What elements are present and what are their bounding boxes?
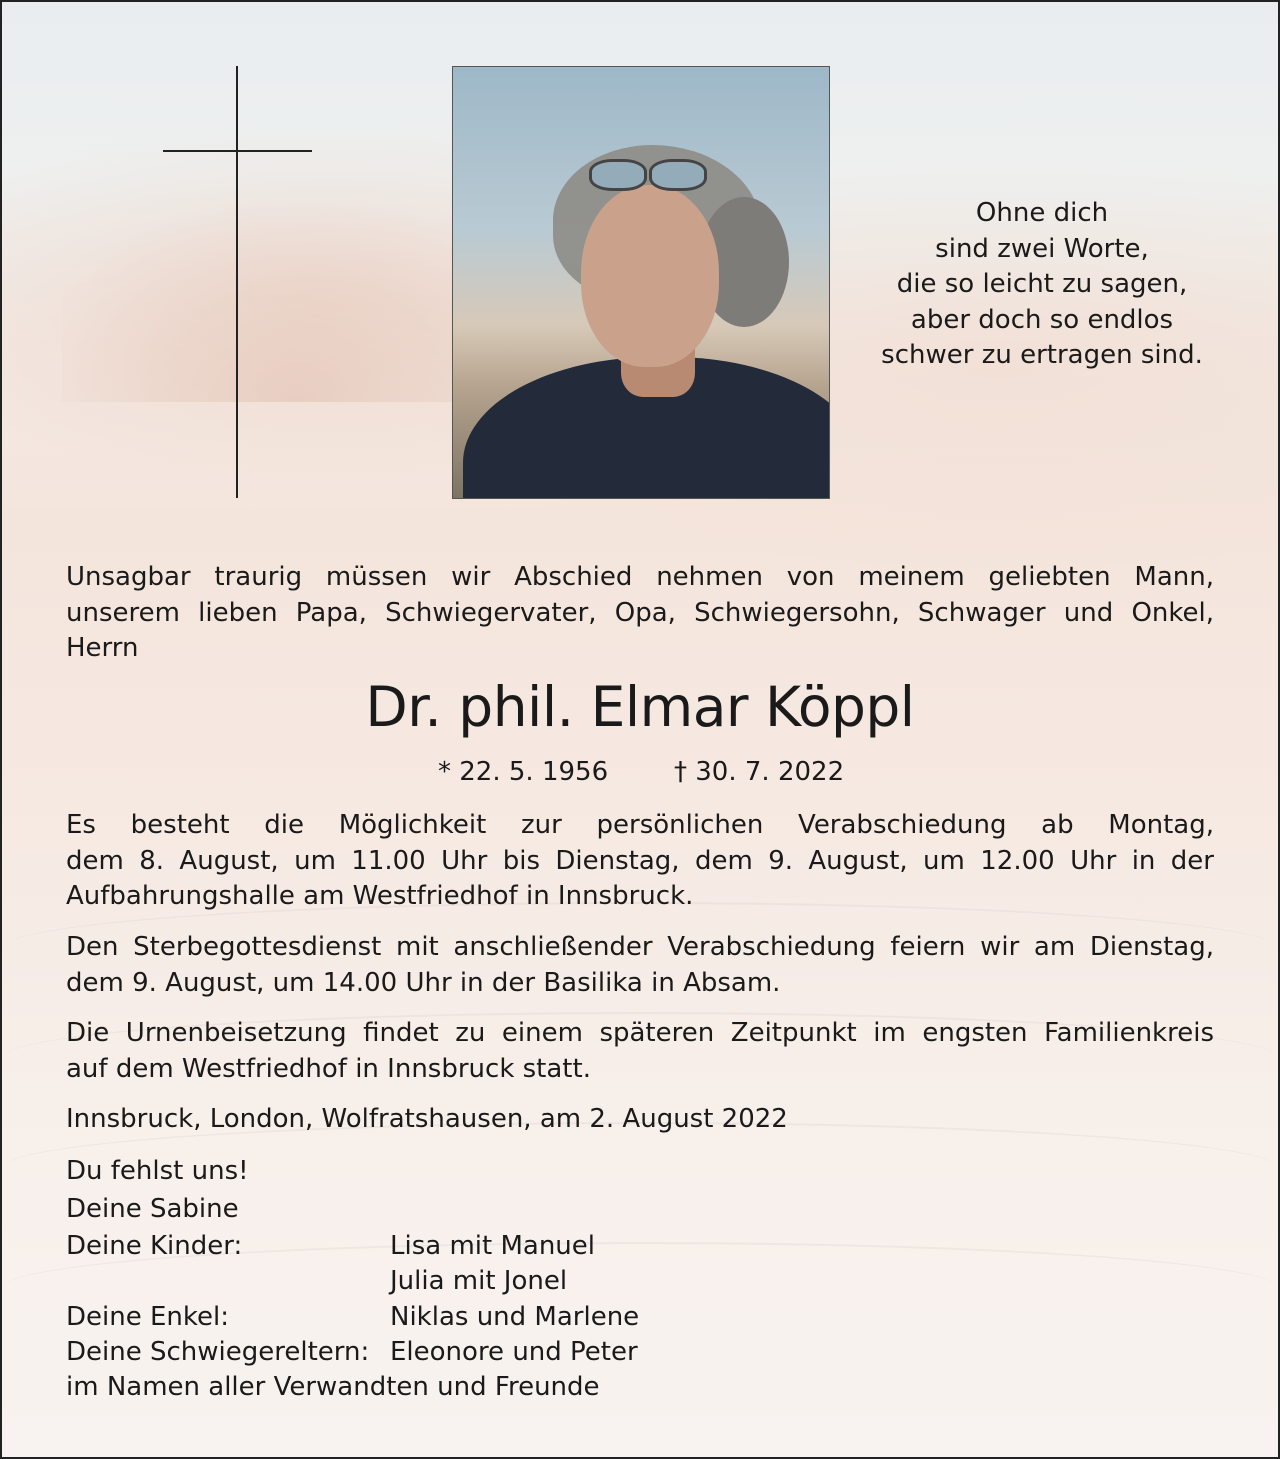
farewell-line: Es besteht die Möglichkeit zur persönlichen Verabschiedung ab Montag, <box>66 810 1214 840</box>
intro-line: Herrn <box>66 633 139 663</box>
quote-line: die so leicht zu sagen, <box>896 269 1188 299</box>
birth-date: * 22. 5. 1956 <box>438 757 609 787</box>
intro-line: Unsagbar traurig müssen wir Abschied nehmen von meinem geliebten Mann, <box>66 562 1214 592</box>
child-name: Julia mit Jonel <box>390 1266 568 1296</box>
portrait-photo <box>452 66 830 499</box>
death-date: † 30. 7. 2022 <box>674 757 845 787</box>
farewell-line: dem 8. August, um 11.00 Uhr bis Dienstag, dem 9. August, um 12.00 Uhr in der <box>66 845 1214 876</box>
farewell-paragraph <box>66 808 1214 915</box>
grandchildren-names: Niklas und Marlene <box>390 1302 640 1332</box>
intro-line: unserem lieben Papa, Schwiegervater, Opa, Schwiegersohn, Schwager und Onkel, <box>66 597 1214 628</box>
quote-line: Ohne dich <box>975 198 1109 228</box>
others-line: im Namen aller Verwandten und Freunde <box>66 1372 600 1402</box>
cross-icon-bar <box>163 150 312 152</box>
closing-line: Du fehlst uns! <box>66 1156 249 1186</box>
parents-in-law-label: Deine Schwiegereltern: <box>66 1337 370 1367</box>
quote-line: sind zwei Worte, <box>935 233 1149 264</box>
grandchildren-label: Deine Enkel: <box>66 1302 229 1332</box>
place-date: Innsbruck, London, Wolfratshausen, am 2. August 2022 <box>66 1104 788 1134</box>
burial-line: Die Urnenbeisetzung findet zu einem späteren Zeitpunkt im engsten Familienkreis <box>66 1018 1214 1048</box>
intro-paragraph <box>66 560 1214 667</box>
memorial-quote <box>842 196 1242 374</box>
burial-line: auf dem Westfriedhof in Innsbruck statt. <box>66 1053 591 1084</box>
service-paragraph <box>66 930 1214 1001</box>
parents-in-law-names: Eleonore und Peter <box>390 1337 638 1367</box>
farewell-line: Aufbahrungshalle am Westfriedhof in Innsbruck. <box>66 881 694 911</box>
quote-line: schwer zu ertragen sind. <box>881 340 1203 370</box>
children-label: Deine Kinder: <box>66 1231 243 1261</box>
quote-line: aber doch so endlos <box>910 304 1174 335</box>
child-name: Lisa mit Manuel <box>390 1231 596 1261</box>
deceased-name: Dr. phil. Elmar Köppl <box>365 675 915 739</box>
burial-paragraph <box>66 1016 1214 1087</box>
portrait-face <box>581 185 719 367</box>
service-line: dem 9. August, um 14.00 Uhr in der Basilika in Absam. <box>66 967 781 998</box>
cross-icon <box>236 66 238 498</box>
service-line: Den Sterbegottesdienst mit anschließender Verabschiedung feiern wir am Dienstag, <box>66 932 1214 962</box>
sunglasses-icon <box>589 159 707 185</box>
wife-signature: Deine Sabine <box>66 1194 239 1224</box>
